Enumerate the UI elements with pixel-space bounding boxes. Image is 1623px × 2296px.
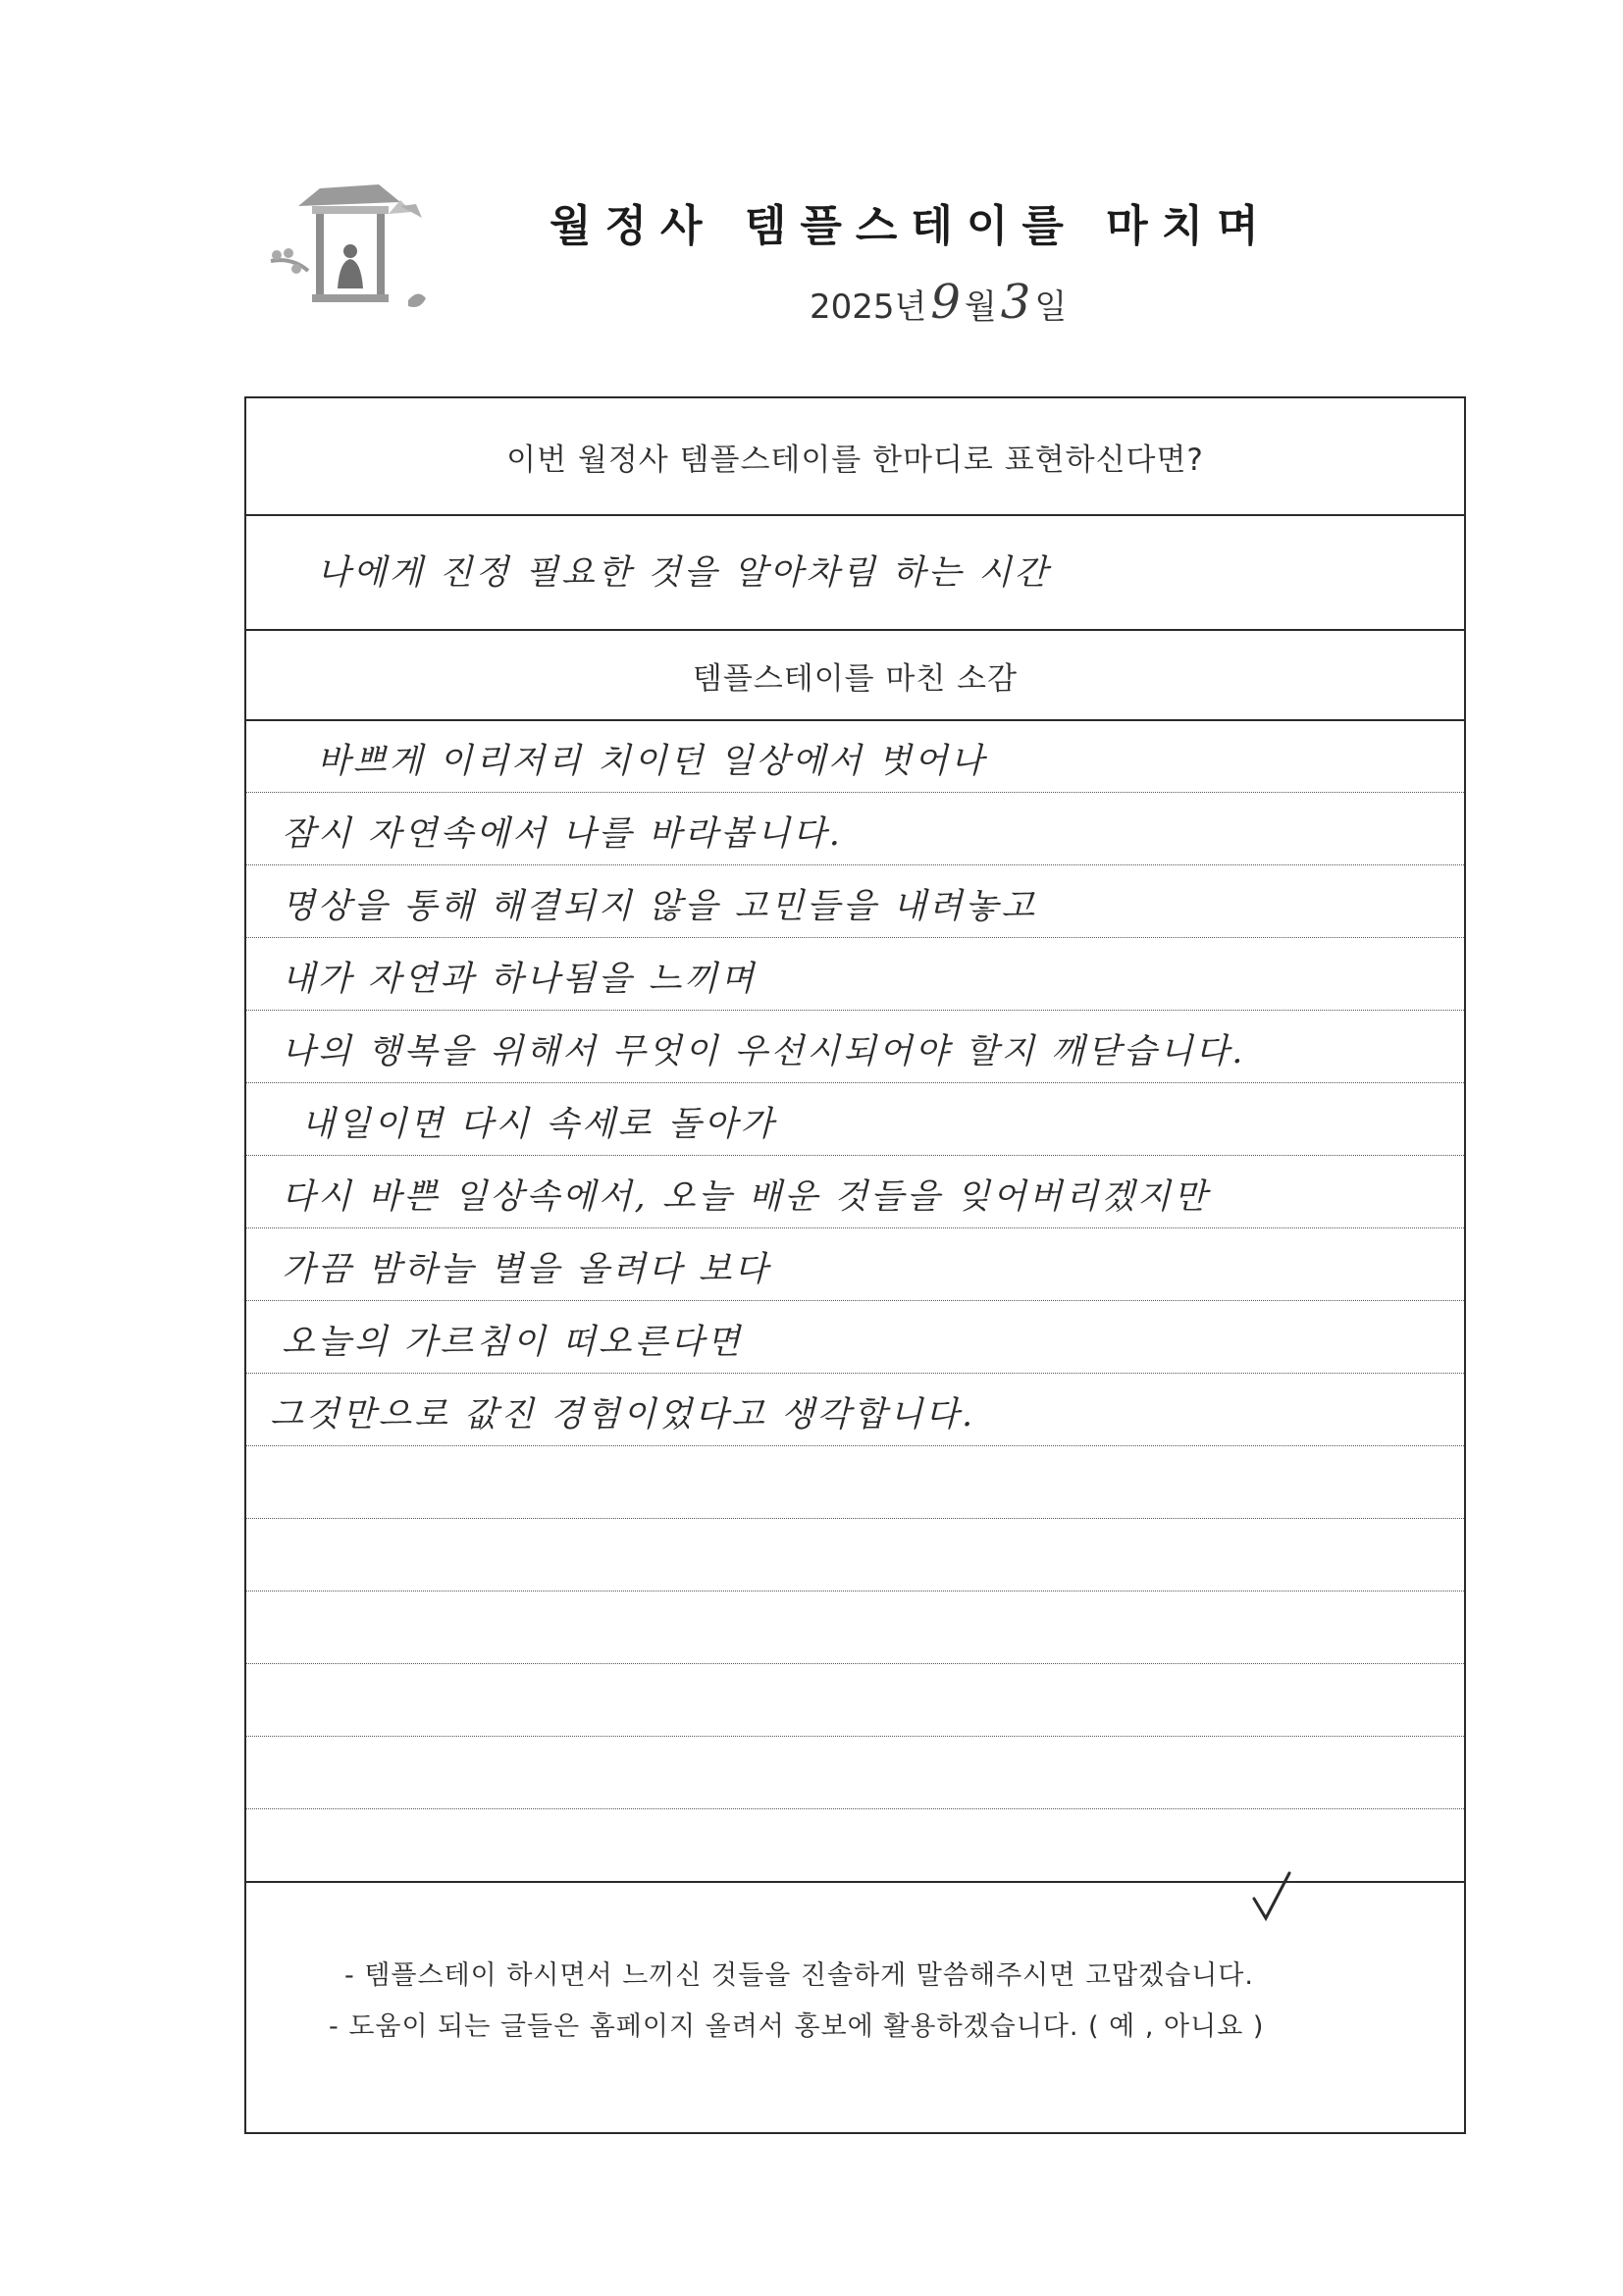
ruled-line xyxy=(246,792,1464,793)
note-line-1: - 템플스테이 하시면서 느끼신 것들을 진솔하게 말씀해주시면 고맙겠습니다. xyxy=(344,1960,1254,1991)
option-separator: , xyxy=(1144,2011,1155,2042)
impression-line: 가끔 밤하늘 별을 올려다 보다 xyxy=(282,1250,771,1289)
ruled-line xyxy=(246,1227,1464,1228)
date-day-handwritten: 3 xyxy=(1000,275,1031,330)
impression-line: 내가 자연과 하나됨을 느끼며 xyxy=(282,960,758,999)
ruled-line xyxy=(246,1663,1464,1664)
impressions-label: 템플스테이를 마친 소감 xyxy=(692,660,1019,697)
note-line-2-text: - 도움이 되는 글들은 홈페이지 올려서 홍보에 활용하겠습니다. ( xyxy=(329,2011,1100,2042)
date-day-suffix: 일 xyxy=(1034,287,1068,327)
impression-line: 바쁘게 이리저리 치이던 일상에서 벗어나 xyxy=(317,742,987,781)
option-no[interactable]: 아니요 xyxy=(1164,2011,1244,2042)
ruled-line xyxy=(246,1300,1464,1301)
ruled-line xyxy=(246,864,1464,865)
impression-line: 오늘의 가르침이 떠오른다면 xyxy=(282,1323,743,1362)
ruled-line xyxy=(246,1373,1464,1374)
question-answer: 나에게 진정 필요한 것을 알아차림 하는 시간 xyxy=(317,553,1051,593)
ruled-line xyxy=(246,1591,1464,1592)
date-month-suffix: 월 xyxy=(964,287,997,327)
form-date xyxy=(810,275,1067,334)
ruled-line xyxy=(246,1082,1464,1083)
ruled-line xyxy=(246,1808,1464,1809)
temple-logo-icon xyxy=(263,184,440,314)
divider xyxy=(246,719,1464,721)
impression-line: 나의 행복을 위해서 무엇이 우선시되어야 할지 깨닫습니다. xyxy=(282,1032,1246,1071)
ruled-line xyxy=(246,1445,1464,1446)
page-title: 월정사 템플스테이를 마치며 xyxy=(550,201,1273,251)
option-yes[interactable]: 예 xyxy=(1109,2011,1136,2042)
impression-line: 명상을 통해 해결되지 않을 고민들을 내려놓고 xyxy=(282,887,1038,926)
impression-line: 잠시 자연속에서 나를 바라봅니다. xyxy=(282,814,843,854)
ruled-line xyxy=(246,1736,1464,1737)
question-label: 이번 월정사 템플스테이를 한마디로 표현하신다면? xyxy=(506,442,1204,478)
checkmark-icon xyxy=(1246,1869,1295,1928)
ruled-line xyxy=(246,1155,1464,1156)
note-line-2-close: ) xyxy=(1252,2011,1265,2042)
impression-line: 그것만으로 값진 경험이었다고 생각합니다. xyxy=(270,1395,976,1435)
divider xyxy=(246,514,1464,516)
date-month-handwritten: 9 xyxy=(930,275,961,330)
note-line-2 xyxy=(329,2005,1264,2043)
ruled-line xyxy=(246,1518,1464,1519)
ruled-line xyxy=(246,1010,1464,1011)
date-year: 2025년 xyxy=(810,287,927,327)
impression-line: 내일이면 다시 속세로 돌아가 xyxy=(301,1105,777,1144)
impression-line: 다시 바쁜 일상속에서, 오늘 배운 것들을 잊어버리겠지만 xyxy=(282,1177,1210,1217)
ruled-line xyxy=(246,937,1464,938)
